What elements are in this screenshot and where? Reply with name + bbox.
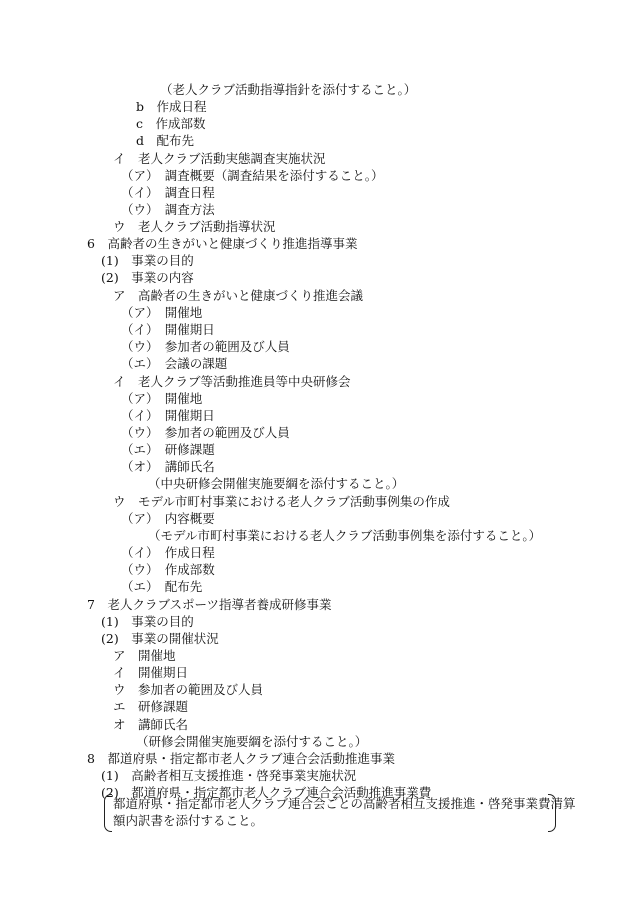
list-item: (1) 事業の目的 xyxy=(101,253,194,268)
list-item: オ 講師氏名 xyxy=(113,717,189,732)
list-item: b 作成日程 xyxy=(136,99,207,114)
list-item: （ウ） 参加者の範囲及び人員 xyxy=(121,425,290,440)
list-item: ア 開催地 xyxy=(113,648,176,663)
list-item: （ア） 開催地 xyxy=(121,305,203,320)
list-item: イ 開催期日 xyxy=(113,665,189,680)
section-heading: 6 高齢者の生きがいと健康づくり推進指導事業 xyxy=(87,236,358,251)
list-item: （エ） 会議の課題 xyxy=(121,356,228,371)
list-item: （エ） 研修課題 xyxy=(121,442,215,457)
list-item: エ 研修課題 xyxy=(113,699,189,714)
list-item: ウ 参加者の範囲及び人員 xyxy=(113,682,264,697)
section-heading: 8 都道府県・指定都市老人クラブ連合会活動推進事業 xyxy=(87,751,395,766)
list-item: （ア） 内容概要 xyxy=(121,511,215,526)
list-item: （イ） 調査日程 xyxy=(121,185,215,200)
list-item: (1) 高齢者相互支援推進・啓発事業実施状況 xyxy=(101,768,357,783)
list-item: （ア） 開催地 xyxy=(121,391,203,406)
list-item: (2) 都道府県・指定都市老人クラブ連合会活動推進事業費 xyxy=(101,785,432,800)
list-item: （イ） 開催期日 xyxy=(121,408,215,423)
bracketed-note xyxy=(104,794,576,830)
list-item: d 配布先 xyxy=(136,133,195,148)
section-heading: 7 老人クラブスポーツ指導者養成研修事業 xyxy=(87,597,332,612)
list-item: （オ） 講師氏名 xyxy=(121,459,215,474)
list-item: c 作成部数 xyxy=(136,116,206,131)
list-item: (1) 事業の目的 xyxy=(101,614,194,629)
list-item: （イ） 開催期日 xyxy=(121,322,215,337)
list-item: ウ モデル市町村事業における老人クラブ活動事例集の作成 xyxy=(113,494,450,509)
list-item: （エ） 配布先 xyxy=(121,579,203,594)
bracketed-note-text xyxy=(113,795,576,829)
list-item: (2) 事業の内容 xyxy=(101,270,194,285)
list-item: イ 老人クラブ活動実態調査実施状況 xyxy=(113,151,326,166)
list-item: （イ） 作成日程 xyxy=(121,545,215,560)
list-item: ウ 老人クラブ活動指導状況 xyxy=(113,219,276,234)
note-line: （研修会開催実施要綱を添付すること。） xyxy=(136,734,368,749)
list-item: （ウ） 調査方法 xyxy=(121,202,215,217)
list-item: （ウ） 参加者の範囲及び人員 xyxy=(121,339,290,354)
bracketed-note-line: 額内訳書を添付すること。 xyxy=(113,813,264,828)
list-item: (2) 事業の開催状況 xyxy=(101,631,219,646)
note-line: （モデル市町村事業における老人クラブ活動事例集を添付すること。） xyxy=(148,528,542,543)
bracketed-note-line: 都道府県・指定都市老人クラブ連合会ごとの高齢者相互支援推進・啓発事業費清算 xyxy=(113,796,576,811)
list-item: イ 老人クラブ等活動推進員等中央研修会 xyxy=(113,374,351,389)
note-line: （老人クラブ活動指導指針を添付すること。） xyxy=(160,82,417,97)
left-bracket xyxy=(104,794,112,832)
list-item: （ア） 調査概要（調査結果を添付すること。） xyxy=(121,168,384,183)
note-line: （中央研修会開催実施要綱を添付すること。） xyxy=(148,476,405,491)
list-item: （ウ） 作成部数 xyxy=(121,562,215,577)
list-item: ア 高齢者の生きがいと健康づくり推進会議 xyxy=(113,288,364,303)
